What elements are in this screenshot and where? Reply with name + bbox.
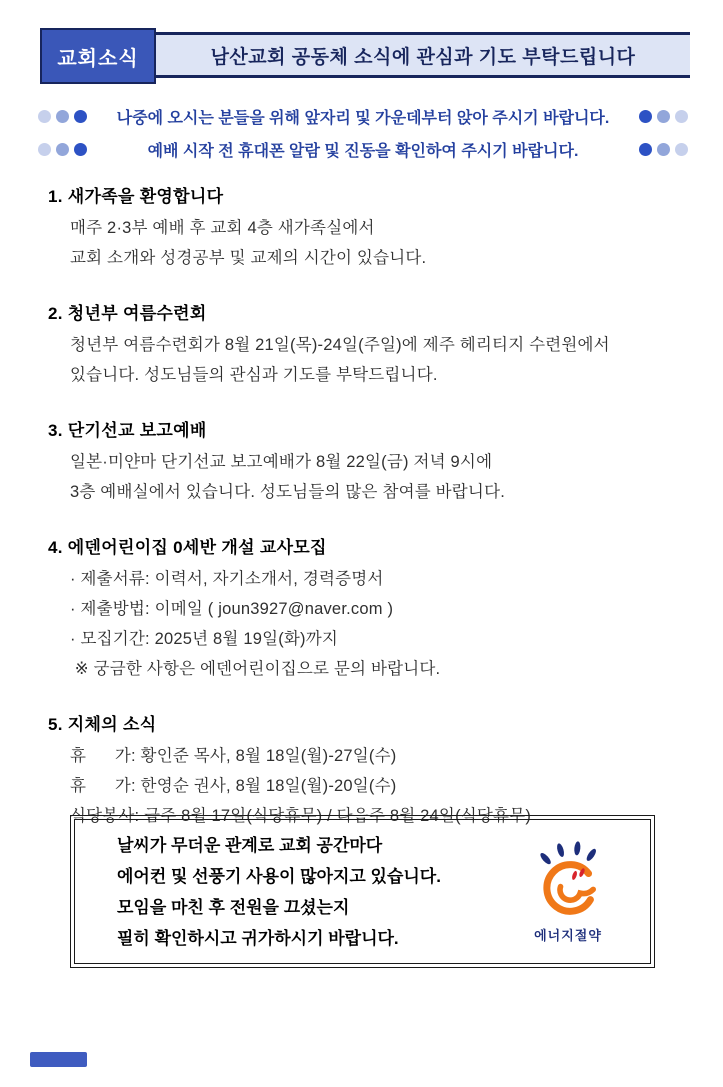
- section-title: 1. 새가족을 환영합니다: [48, 187, 224, 206]
- dot-icon: [675, 143, 688, 156]
- notice-row: [38, 133, 688, 166]
- section: [48, 299, 688, 390]
- section-line: ※ 궁금한 사항은 에덴어린이집으로 문의 바랍니다.: [70, 660, 441, 678]
- section-line: 청년부 여름수련회가 8월 21일(목)-24일(주일)에 제주 헤리티지 수련원에서: [70, 336, 610, 354]
- section-title: 5. 지체의 소식: [48, 715, 157, 734]
- dot-icon: [56, 143, 69, 156]
- dots-right: [639, 143, 688, 156]
- energy-notice-text: [75, 830, 504, 954]
- dot-icon: [657, 143, 670, 156]
- energy-notice-box: [70, 815, 655, 968]
- notice-rows: [38, 100, 688, 166]
- dot-icon: [56, 110, 69, 123]
- notice-text: 나중에 오시는 분들을 위해 앞자리 및 가운데부터 앉아 주시기 바랍니다.: [116, 110, 610, 127]
- section-title: 3. 단기선교 보고예배: [48, 421, 207, 440]
- dot-icon: [639, 143, 652, 156]
- section-line: 식당봉사: 금주 8월 17일(식당휴무) / 다음주 8월 24일(식당휴무): [70, 807, 532, 825]
- section-line: 매주 2·3부 예배 후 교회 4층 새가족실에서: [70, 219, 375, 237]
- section: [48, 533, 688, 684]
- section-title: 2. 청년부 여름수련회: [48, 304, 207, 323]
- footer-mark: [30, 1052, 87, 1067]
- header: [40, 28, 690, 86]
- energy-line: 모임을 마친 후 전원을 끄셨는지: [117, 897, 350, 917]
- header-tab: 교회소식: [40, 28, 156, 84]
- energy-saving-icon: [526, 839, 610, 923]
- section-line: 일본·미얀마 단기선교 보고예배가 8월 22일(금) 저녁 9시에: [70, 453, 493, 471]
- section: [48, 710, 688, 831]
- section-line: 3층 예배실에서 있습니다. 성도님들의 많은 참여를 바랍니다.: [70, 483, 505, 501]
- section: [48, 182, 688, 273]
- dot-icon: [38, 143, 51, 156]
- dots-left: [38, 110, 87, 123]
- dot-icon: [639, 110, 652, 123]
- dot-icon: [38, 110, 51, 123]
- section-title: 4. 에덴어린이집 0세반 개설 교사모집: [48, 538, 327, 557]
- dots-left: [38, 143, 87, 156]
- section-line: · 모집기간: 2025년 8월 19일(화)까지: [70, 630, 339, 648]
- sections: [48, 182, 688, 857]
- section-line: 교회 소개와 성경공부 및 교제의 시간이 있습니다.: [70, 249, 427, 267]
- energy-line: 필히 확인하시고 귀가하시기 바랍니다.: [117, 928, 399, 948]
- section: [48, 416, 688, 507]
- section-line: 휴 가: 한영순 권사, 8월 18일(월)-20일(수): [70, 777, 397, 795]
- notice-row: [38, 100, 688, 133]
- page-title: 남산교회 공동체 소식에 관심과 기도 부탁드립니다: [156, 32, 690, 78]
- dots-right: [639, 110, 688, 123]
- section-line: 있습니다. 성도님들의 관심과 기도를 부탁드립니다.: [70, 366, 438, 384]
- energy-saving-logo: [504, 839, 632, 944]
- energy-line: 에어컨 및 선풍기 사용이 많아지고 있습니다.: [117, 866, 441, 886]
- dot-icon: [74, 110, 87, 123]
- section-line: · 제출서류: 이력서, 자기소개서, 경력증명서: [70, 570, 384, 588]
- section-line: · 제출방법: 이메일 ( joun3927@naver.com ): [70, 600, 394, 618]
- dot-icon: [74, 143, 87, 156]
- energy-saving-label: 에너지절약: [534, 928, 602, 943]
- dot-icon: [657, 110, 670, 123]
- energy-line: 날씨가 무더운 관계로 교회 공간마다: [117, 835, 383, 855]
- notice-text: 예배 시작 전 휴대폰 알람 및 진동을 확인하여 주시기 바랍니다.: [147, 143, 579, 160]
- dot-icon: [675, 110, 688, 123]
- section-line: 휴 가: 황인준 목사, 8월 18일(월)-27일(수): [70, 747, 397, 765]
